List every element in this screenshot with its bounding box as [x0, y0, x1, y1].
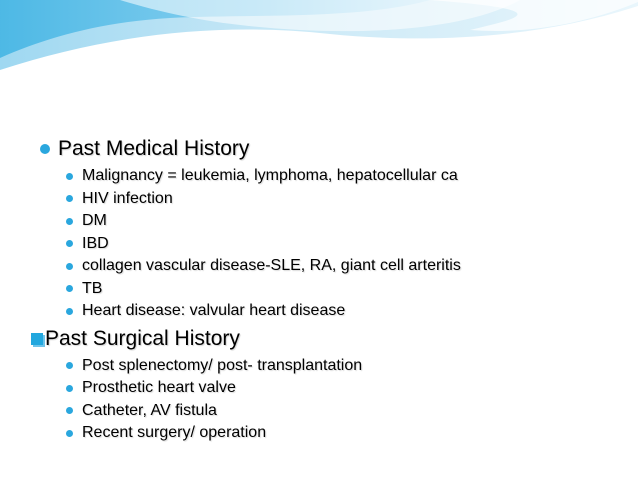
- slide-content: [38, 133, 628, 445]
- section-title-text: Past Medical History: [58, 137, 250, 160]
- list-item: [66, 233, 628, 256]
- bullet-icon: [66, 430, 73, 437]
- list-item: [66, 377, 628, 400]
- bullet-icon: [66, 240, 73, 247]
- checkbox-bullet-icon: [31, 333, 43, 345]
- list-item: [66, 165, 628, 188]
- list-item-text: Catheter, AV fistula: [82, 401, 217, 419]
- list-item-text: DM: [82, 212, 107, 230]
- list-item: [66, 300, 628, 323]
- list-item-text: Heart disease: valvular heart disease: [82, 302, 346, 320]
- list-item-text: TB: [82, 279, 103, 297]
- section-title-text: Past Surgical History: [45, 326, 240, 350]
- list-item: [66, 278, 628, 301]
- bullet-icon: [66, 285, 73, 292]
- bullet-icon: [66, 218, 73, 225]
- section-title-medical-history: [38, 133, 628, 165]
- bullet-icon: [66, 173, 73, 180]
- list-item-text: HIV infection: [82, 189, 173, 207]
- bullet-icon: [40, 144, 50, 154]
- list-item: [66, 188, 628, 211]
- list-item: [66, 400, 628, 423]
- list-item-text: collagen vascular disease-SLE, RA, giant cell arteritis: [82, 257, 461, 275]
- bullet-icon: [66, 195, 73, 202]
- bullet-icon: [66, 385, 73, 392]
- list-item: [66, 355, 628, 378]
- header-wave-decoration: [0, 0, 638, 80]
- bullet-icon: [66, 362, 73, 369]
- list-item-text: Malignancy = leukemia, lymphoma, hepatocellular ca: [82, 167, 458, 185]
- list-item-text: Recent surgery/ operation: [82, 424, 267, 442]
- list-item: [66, 422, 628, 445]
- bullet-icon: [66, 407, 73, 414]
- list-item-text: Post splenectomy/ post- transplantation: [82, 356, 363, 374]
- list-item-text: IBD: [82, 234, 109, 252]
- list-item: [66, 255, 628, 278]
- list-item-text: Prosthetic heart valve: [82, 379, 236, 397]
- bullet-icon: [66, 263, 73, 270]
- list-item: [66, 210, 628, 233]
- bullet-icon: [66, 308, 73, 315]
- section-title-surgical-history: [31, 323, 628, 355]
